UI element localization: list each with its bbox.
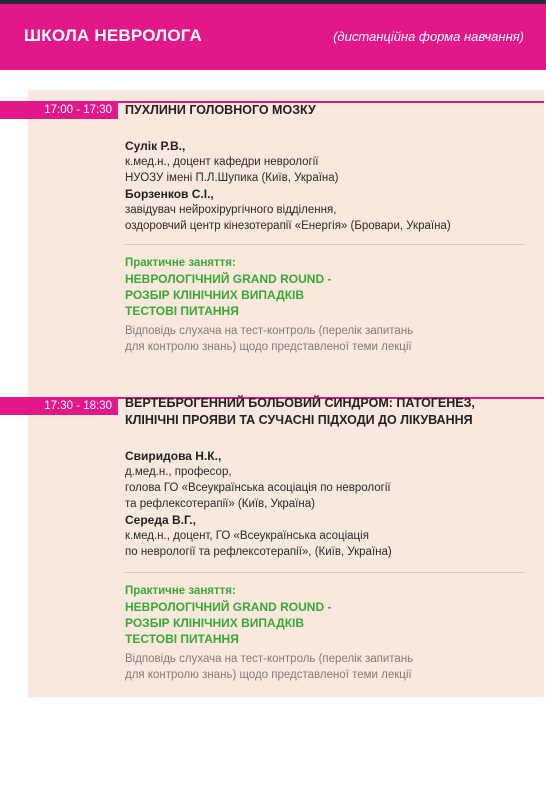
session-1-title [125,102,525,119]
lecture-title-line: ВЕРТЕБРОГЕННИЙ БОЛЬОВИЙ СИНДРОМ: ПАТОГЕНЕЗ, [125,396,475,410]
practice-label: Практичне заняття: [125,257,236,269]
session-2-title [125,395,525,429]
speaker-detail: оздоровчий центр кінезотерапії «Енергія» (Бровари, Україна) [125,220,451,232]
session-1-time: 17:00 - 17:30 [0,101,118,119]
practice-title-line: НЕВРОЛОГІЧНИЙ GRAND ROUND - [125,272,332,286]
lecture-title-line: КЛІНІЧНІ ПРОЯВИ ТА СУЧАСНІ ПІДХОДИ ДО ЛІКУВАННЯ [125,413,473,427]
speaker-detail: по неврології та рефлексотерапії», (Київ, Україна) [125,546,392,558]
section-divider [125,572,525,573]
practice-title-line: РОЗБІР КЛІНІЧНИХ ВИПАДКІВ [125,616,305,630]
speaker-detail: голова ГО «Всеукраїнська асоціація по неврології [125,482,391,494]
speaker-detail: к.мед.н., доцент, ГО «Всеукраїнська асоціація [125,530,369,542]
practice-title-line: НЕВРОЛОГІЧНИЙ GRAND ROUND - [125,600,332,614]
practice-note: для контролю знань) щодо представленої теми лекції [125,341,412,353]
page-title: ШКОЛА НЕВРОЛОГА [24,26,202,45]
session-2-practice [125,584,525,683]
speaker-detail: завідувач нейрохірургічного відділення, [125,204,337,216]
speaker-name: Сулік Р.В., [125,139,186,153]
speaker-detail: НУОЗУ імені П.Л.Шупика (Київ, Україна) [125,172,339,184]
speaker-name: Борзенков С.І., [125,187,214,201]
practice-note: Відповідь слухача на тест-контроль (перелік запитань [125,325,414,337]
session-1-practice [125,256,525,355]
section-divider [125,244,525,245]
session-1-speakers [125,138,525,234]
page-header [0,4,546,70]
practice-note: для контролю знань) щодо представленої теми лекції [125,669,412,681]
speaker-name: Свиридова Н.К., [125,449,222,463]
practice-label: Практичне заняття: [125,585,236,597]
speaker-name: Середа В.Г., [125,513,196,527]
practice-note: Відповідь слухача на тест-контроль (перелік запитань [125,653,414,665]
speaker-detail: та рефлексотерапії» (Київ, Україна) [125,498,315,510]
practice-title-line: РОЗБІР КЛІНІЧНИХ ВИПАДКІВ [125,288,305,302]
page-subtitle: (дистанційна форма навчання) [333,29,524,44]
practice-title-line: ТЕСТОВІ ПИТАННЯ [125,632,239,646]
speaker-detail: к.мед.н., доцент кафедри неврології [125,156,319,168]
session-2-time: 17:30 - 18:30 [0,397,118,415]
speaker-detail: д.мед.н., професор, [125,466,232,478]
practice-title-line: ТЕСТОВІ ПИТАННЯ [125,304,239,318]
lecture-title-line: ПУХЛИНИ ГОЛОВНОГО МОЗКУ [125,103,316,117]
session-2-speakers [125,448,525,560]
